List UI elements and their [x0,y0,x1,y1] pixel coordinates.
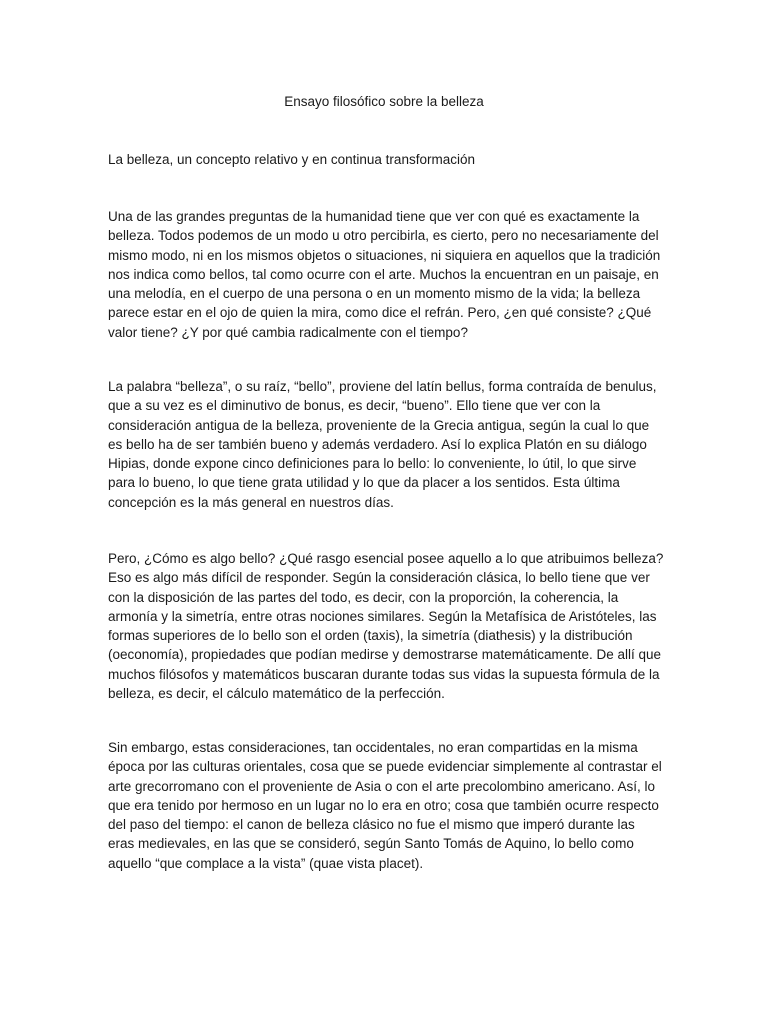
page-subtitle: La belleza, un concepto relativo y en continua transformación [108,152,475,167]
paragraph-3: Pero, ¿Cómo es algo bello? ¿Qué rasgo esencial posee aquello a lo que atribuimos belleza? Eso es algo más difícil de responder. Según la consideración clásica, lo bello tiene que ver con la disposición de las partes del todo, es decir, con la proporción, la coherencia, la armonía y la simetría, entre otras nociones similares. Según la Metafísica de Aristóteles, las formas superiores de lo bello son el orden (taxis), la simetría (diathesis) y la distribución (oeconomía), propiedades que podían medirse y demostrarse matemáticamente. De allí que muchos filósofos y matemáticos buscaran durante todas sus vidas la supuesta fórmula de la belleza, es decir, el cálculo matemático de la perfección. [108,551,664,702]
paragraph-2: La palabra “belleza”, o su raíz, “bello”, proviene del latín bellus, forma contraída de benulus, que a su vez es el diminutivo de bonus, es decir, “bueno”. Ello tiene que ver con la consideración antigua de la belleza, proveniente de la Grecia antigua, según la cual lo que es bello ha de ser también bueno y además verdadero. Así lo explica Platón en su diálogo Hipias, donde expone cinco definiciones para lo bello: lo conveniente, lo útil, lo que sirve para lo bueno, lo que tiene grata utilidad y lo que da placer a los sentidos. Esta última concepción es la más general en nuestros días. [108,379,657,510]
paragraph-1: Una de las grandes preguntas de la humanidad tiene que ver con qué es exactamente la belleza. Todos podemos de un modo u otro percibirla, es cierto, pero no necesariamente del mismo modo, ni en los mismos objetos o situaciones, ni siquiera en aquellos que la tradición nos indica como bellos, tal como ocurre con el arte. Muchos la encuentran en un paisaje, en una melodía, en el cuerpo de una persona o en un momento mismo de la vida; la belleza parece estar en el ojo de quien la mira, como dice el refrán. Pero, ¿en qué consiste? ¿Qué valor tiene? ¿Y por qué cambia radicalmente con el tiempo? [108,209,661,340]
page-title: Ensayo filosófico sobre la belleza [284,94,484,109]
paragraph-4: Sin embargo, estas consideraciones, tan occidentales, no eran compartidas en la misma época por las culturas orientales, cosa que se puede evidenciar simplemente al contrastar el arte grecorromano con el proveniente de Asia o con el arte precolombino americano. Así, lo que era tenido por hermoso en un lugar no lo era en otro; cosa que también ocurre respecto del paso del tiempo: el canon de belleza clásico no fue el mismo que imperó durante las eras medievales, en las que se consideró, según Santo Tomás de Aquino, lo bello como aquello “que complace a la vista” (quae vista placet). [108,740,662,871]
